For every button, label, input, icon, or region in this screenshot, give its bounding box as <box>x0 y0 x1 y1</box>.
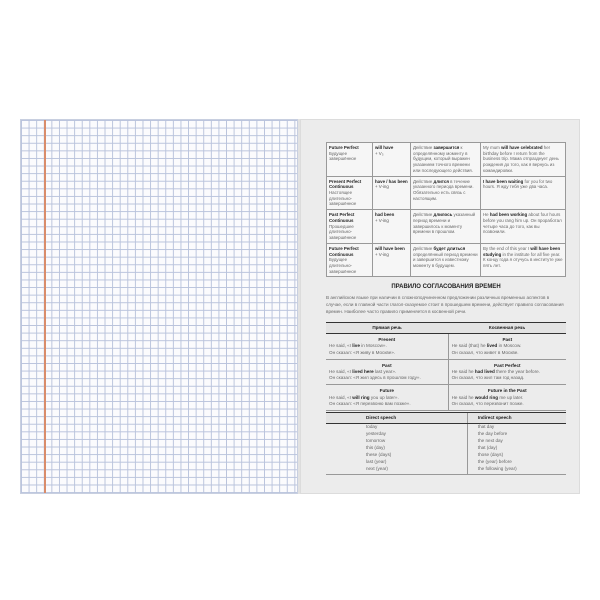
table-cell: those (days) <box>467 452 566 459</box>
table-cell <box>373 143 411 177</box>
table-cell: these (days) <box>366 452 392 458</box>
tense-form: had been <box>375 212 395 218</box>
speech-example-verb: live <box>352 343 360 349</box>
speech-row <box>326 334 566 360</box>
tense-example: He <box>483 212 490 218</box>
table-cell <box>411 243 481 277</box>
tense-example-ru: Мама отпразднует день рождения до того, как я вернусь из командировки. <box>483 156 559 173</box>
tense-description-key: будет длиться <box>433 245 466 251</box>
tense-name: Future Perfect Continuous <box>329 245 359 257</box>
speech-tense-label: Past <box>381 362 392 368</box>
word-row <box>326 466 566 475</box>
speech-tense-label: Present <box>378 337 396 343</box>
tense-form: will have been <box>375 245 405 251</box>
tense-description-rest: определённый период времени и завершится к известному моменту в будущем. <box>413 251 478 268</box>
tense-description: Действие <box>413 212 434 218</box>
tense-example-rest: in the institute for all five year. <box>501 251 561 257</box>
tense-example-verb: will have been studying <box>483 245 561 257</box>
table-cell: last (year) <box>366 459 387 465</box>
table-cell <box>411 143 481 177</box>
tense-example-verb: will have celebrated <box>501 145 543 150</box>
table-cell: this (day) <box>366 445 385 451</box>
table-cell <box>448 359 566 385</box>
speech-example-rest: me up later. <box>498 394 524 400</box>
speech-example-rest: last year». <box>373 368 397 374</box>
speech-example-verb: lived <box>486 343 498 349</box>
tense-name: Present Perfect Continuous <box>329 178 362 190</box>
tense-example-verb: I have been waiting <box>483 178 524 184</box>
tense-form-verb: + V₃ <box>375 150 384 156</box>
speech-tense-label: Future in the Past <box>487 388 527 394</box>
rule-text: В английском языке при наличии в сложноподчиненном предложении различных временных аспектов в случае, если в главной части глагол-сказуемое стоит в прошедшем времени, действует правило согласования времен. Наиболее часто правило применяется в косвенной речи. <box>326 295 564 314</box>
speech-row <box>326 359 566 385</box>
speech-example: He said he <box>451 394 475 400</box>
table-cell <box>327 210 373 244</box>
tense-name-ru: Прошедшее длительно-завершённое <box>329 223 357 241</box>
table-cell <box>373 243 411 277</box>
table-cell: next (year) <box>326 466 467 475</box>
tense-name: Past Perfect Continuous <box>329 212 355 223</box>
word-row <box>326 431 566 438</box>
direct-speech-header: Прямая речь <box>326 323 448 334</box>
table-cell <box>481 176 566 210</box>
tense-description: Действие <box>413 245 434 251</box>
word-row <box>326 445 566 452</box>
speech-row <box>326 385 566 411</box>
speech-example-rest: there the year before. <box>494 368 540 374</box>
table-cell: the day before <box>467 431 566 438</box>
indirect-words-header: Indirect speech <box>467 413 566 424</box>
table-cell <box>327 243 373 277</box>
speech-example-ru: Он сказал: «Я жил здесь в прошлом году». <box>329 375 421 381</box>
speech-example-verb: lived here <box>352 368 374 374</box>
tense-example-rest: about four hours before you rang him up. <box>483 212 561 223</box>
indirect-speech-header: Косвенная речь <box>448 323 566 334</box>
tense-row <box>327 243 566 277</box>
table-cell <box>373 210 411 244</box>
speech-tense-label: Past Perfect <box>494 362 521 368</box>
tense-description-key: длится <box>433 178 449 184</box>
grid-page <box>20 119 298 494</box>
tense-form: have / has been <box>375 178 408 184</box>
speech-tense-label: Future <box>379 388 394 394</box>
speech-example-verb: would ring <box>474 394 499 400</box>
tense-description: Действие <box>413 145 434 150</box>
word-row <box>326 438 566 445</box>
table-cell <box>326 334 448 360</box>
tense-row <box>327 143 566 177</box>
table-cell <box>411 176 481 210</box>
table-cell <box>327 176 373 210</box>
speech-example: He said (that) he <box>451 343 487 349</box>
table-cell: the next day <box>467 438 566 445</box>
tense-name: Future Perfect <box>329 145 359 150</box>
tense-form-verb: + V-ing <box>375 184 389 190</box>
tense-table <box>326 142 566 277</box>
speech-example-verb: had lived <box>474 368 495 374</box>
table-cell <box>448 385 566 411</box>
rule-title: ПРАВИЛО СОГЛАСОВАНИЯ ВРЕМЕН <box>391 284 501 290</box>
direct-words-header: Direct speech <box>326 413 467 424</box>
word-row <box>326 423 566 430</box>
table-cell <box>373 176 411 210</box>
table-cell <box>481 243 566 277</box>
speech-example-rest: in Moscow. <box>497 343 522 349</box>
table-cell: the following (year) <box>467 466 566 475</box>
speech-example-rest: you up later». <box>369 394 399 400</box>
table-cell <box>326 385 448 411</box>
tense-description-rest: указанный период времени и завершилось к моменту времени в прошлом. <box>413 212 476 235</box>
table-cell: yesterday <box>366 431 386 437</box>
word-row <box>326 452 566 459</box>
tense-description: Действие <box>413 178 434 184</box>
table-cell <box>448 334 566 360</box>
reference-page <box>300 119 580 494</box>
table-cell <box>411 210 481 244</box>
tense-example-rest: her birthday before I return from the business trip. <box>483 145 551 162</box>
table-cell: that (day) <box>467 445 566 452</box>
speech-example-ru: Он сказал, что перезвонит позже. <box>451 400 524 406</box>
table-cell: tomorrow <box>366 438 386 444</box>
tense-name-ru: Будущее длительно-завершённое <box>329 257 357 274</box>
table-cell <box>326 359 448 385</box>
table-cell: the (year) before <box>467 459 566 466</box>
tense-example-ru: Я жду тебя уже два часа. <box>496 184 549 190</box>
table-cell <box>481 143 566 177</box>
speech-example-ru: Он сказал, что жил там год назад. <box>451 375 525 381</box>
margin-line <box>44 120 46 493</box>
tense-name-ru: Будущее завершённое <box>329 150 357 162</box>
speech-example: He said, «I <box>329 394 353 400</box>
speech-example: He said he <box>451 368 475 374</box>
tense-row <box>327 210 566 244</box>
tense-description-rest: в течение указанного периода времени. Обязательно есть связь с настоящим. <box>413 178 474 201</box>
tense-name-ru: Настоящее длительно-завершённое <box>329 190 357 207</box>
table-cell: that day <box>467 423 566 430</box>
tense-description-key: длилось <box>433 212 453 218</box>
tense-description-rest: к определённому моменту в будущем, который выражен указанием точного времени или последующего действия. <box>413 145 473 173</box>
tense-example: By the end of this year I <box>483 245 531 251</box>
speech-example: He said, «I <box>329 343 353 349</box>
tense-example-verb: had been working <box>489 212 528 218</box>
words-table <box>326 412 566 475</box>
tense-example: My mum <box>483 145 502 150</box>
tense-row <box>327 176 566 210</box>
speech-example-rest: in Moscow». <box>359 343 387 349</box>
speech-example: He said, «I <box>329 368 353 374</box>
speech-tense-label: Past <box>502 337 513 343</box>
speech-example-verb: will ring <box>352 394 370 400</box>
word-row <box>326 459 566 466</box>
tense-form-verb: + V-ing <box>375 251 389 257</box>
tense-example-ru: К концу года я отучусь в институте уже пять лет. <box>483 257 563 268</box>
speech-table <box>326 322 566 411</box>
tense-form: will have <box>375 145 394 150</box>
tense-example-ru: Он проработал четыре часа до того, как вы позвонили. <box>483 217 562 235</box>
table-cell <box>481 210 566 244</box>
tense-description-key: завершится <box>433 145 460 150</box>
speech-example-ru: Он сказал: «Я перезвоню вам позже». <box>329 400 411 406</box>
table-cell: today <box>366 424 378 430</box>
tense-form-verb: + V-ing <box>375 217 389 223</box>
table-cell <box>327 143 373 177</box>
speech-example-ru: Он сказал, что живет в Москве. <box>451 349 519 355</box>
tense-example-rest: for you for two hours. <box>483 178 553 190</box>
speech-example-ru: Он сказал: «Я живу в Москве». <box>329 349 396 355</box>
